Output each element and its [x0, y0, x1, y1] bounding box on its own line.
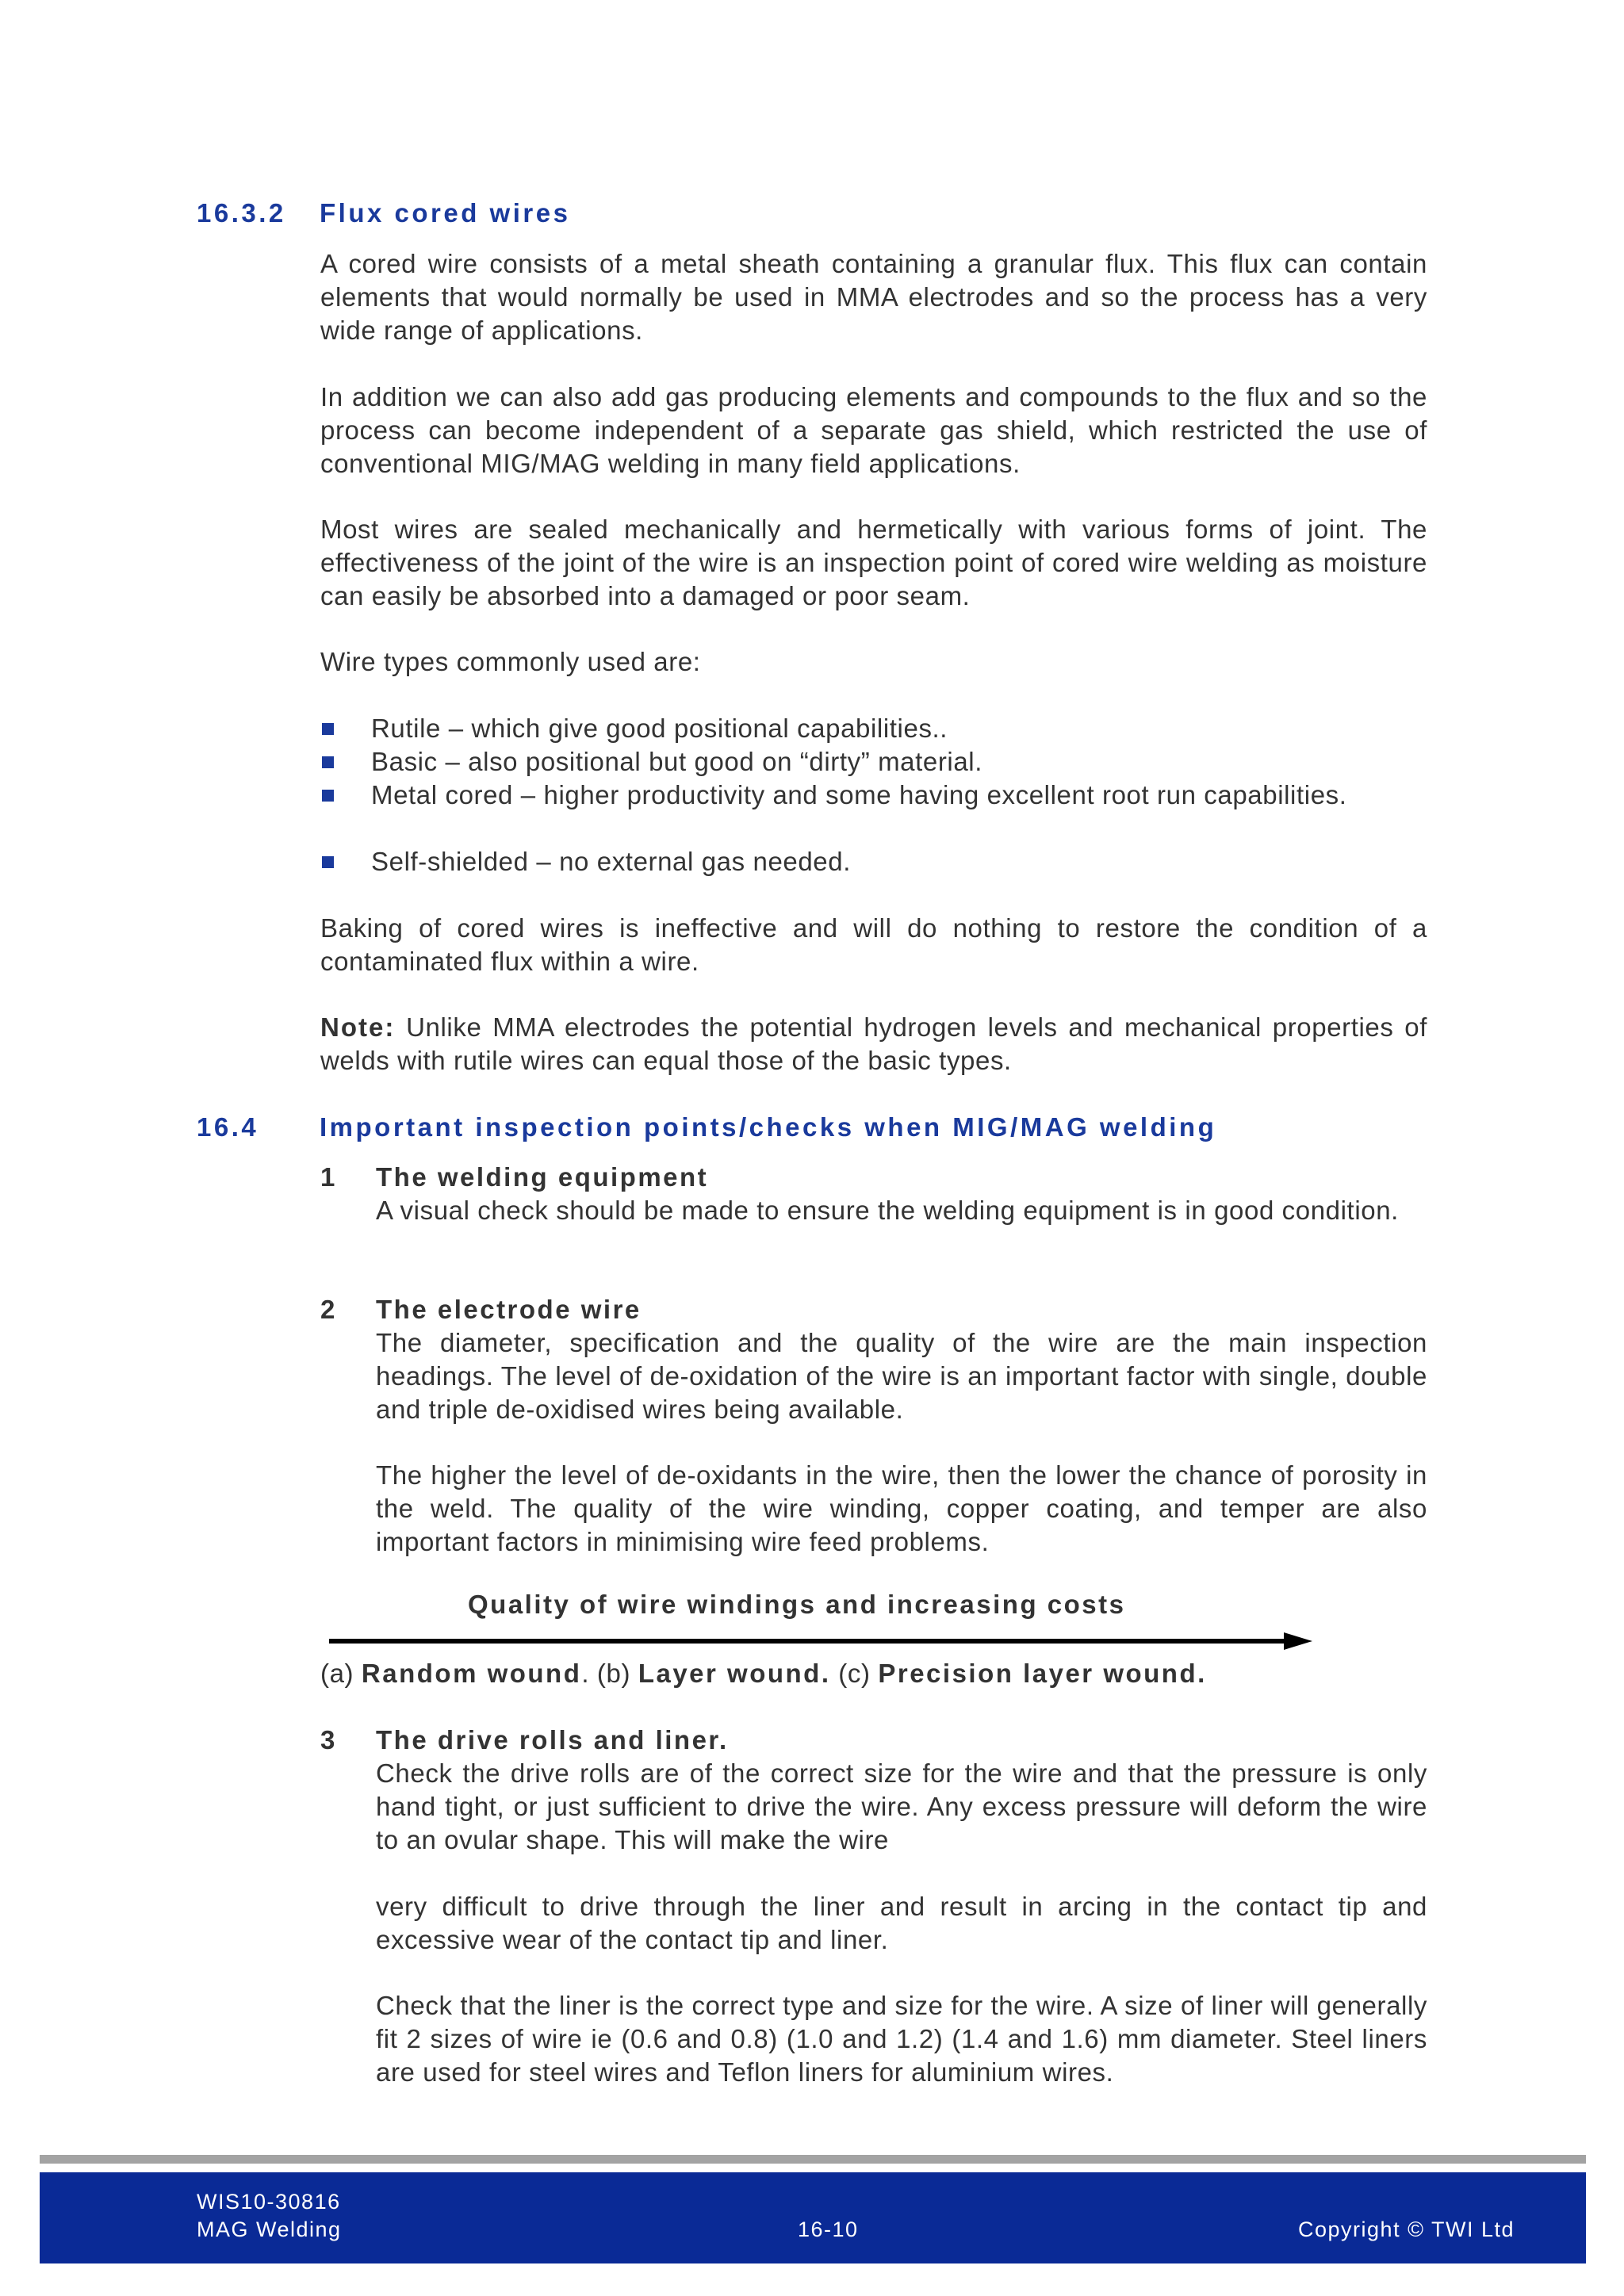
- bullet-square-icon: [322, 790, 334, 802]
- paragraph: The diameter, specification and the quality of the wire are the main inspection headings. The level of de-oxidation of the wire is an important factor with single, double and triple de-oxidised wires being available.: [376, 1328, 1427, 1424]
- section-title: Flux cored wires: [320, 198, 571, 228]
- wound-label-b: . (b): [581, 1659, 638, 1688]
- page-footer: [40, 2172, 1586, 2263]
- list-item-text: Basic – also positional but good on “dirty” material.: [371, 747, 983, 776]
- paragraph: In addition we can also add gas producing elements and compounds to the flux and so the process can become independent of a separate gas shield, which restricted the use of conventional MIG/MAG welding in many field applications.: [320, 382, 1427, 478]
- wound-label-a: (a): [320, 1659, 362, 1688]
- paragraph: Check the drive rolls are of the correct size for the wire and that the pressure is only hand tight, or just sufficient to drive the wire. Any excess pressure will deform the wire to an ovular shape. This will make the wire: [376, 1758, 1427, 1854]
- paragraph: The higher the level of de-oxidants in the wire, then the lower the chance of porosity in the weld. The quality of the wire winding, copper coating, and temper are also important factors in minimising wire feed problems.: [376, 1460, 1427, 1556]
- paragraph: very difficult to drive through the liner and result in arcing in the contact tip and excessive wear of the contact tip and liner.: [376, 1892, 1427, 1954]
- footer-divider: [40, 2155, 1586, 2164]
- increasing-arrow-icon: [329, 1632, 1312, 1651]
- note-text: Unlike MMA electrodes the potential hydrogen levels and mechanical properties of welds with rutile wires can equal those of the basic types.: [320, 1012, 1427, 1075]
- arrow-caption: Quality of wire windings and increasing costs: [468, 1590, 1126, 1619]
- footer-page-number: 16-10: [798, 2218, 859, 2241]
- wound-layer: Layer wound.: [638, 1659, 831, 1688]
- item-title: The drive rolls and liner.: [376, 1725, 729, 1755]
- paragraph: A cored wire consists of a metal sheath containing a granular flux. This flux can contain elements that would normally be used in MMA electrodes and so the process has a very wide range of applications.: [320, 249, 1427, 345]
- paragraph: Most wires are sealed mechanically and hermetically with various forms of joint. The effectiveness of the joint of the wire is an inspection point of cored wire welding as moisture can easily be absorbed into a damaged or poor seam.: [320, 515, 1427, 610]
- footer-copyright: Copyright © TWI Ltd: [1298, 2218, 1515, 2241]
- section-title: Important inspection points/checks when MIG/MAG welding: [320, 1112, 1217, 1142]
- item-title: The welding equipment: [376, 1162, 709, 1192]
- footer-doc-id: WIS10-30816: [197, 2190, 341, 2214]
- section-number: 16.3.2: [197, 198, 286, 228]
- list-item-text: Rutile – which give good positional capabilities..: [371, 714, 948, 743]
- item-number: 1: [320, 1162, 337, 1192]
- paragraph: Baking of cored wires is ineffective and will do nothing to restore the condition of a contaminated flux within a wire.: [320, 913, 1427, 976]
- item-number: 2: [320, 1295, 337, 1324]
- list-item-text: Metal cored – higher productivity and some having excellent root run capabilities.: [371, 780, 1347, 809]
- bullet-square-icon: [322, 856, 334, 868]
- list-item-text: Self-shielded – no external gas needed.: [371, 847, 851, 876]
- item-number: 3: [320, 1725, 337, 1755]
- paragraph: Wire types commonly used are:: [320, 647, 701, 676]
- wound-precision: Precision layer wound.: [878, 1659, 1207, 1688]
- bullet-square-icon: [322, 756, 334, 768]
- paragraph: Check that the liner is the correct type and size for the wire. A size of liner will generally fit 2 sizes of wire ie (0.6 and 0.8) (1.0 and 1.2) (1.4 and 1.6) mm diameter. Steel liners are used for steel wires and Teflon liners for aluminium wires.: [376, 1991, 1427, 2087]
- item-title: The electrode wire: [376, 1295, 642, 1324]
- bullet-square-icon: [322, 723, 334, 735]
- wound-random: Random wound: [361, 1659, 582, 1688]
- paragraph: A visual check should be made to ensure the welding equipment is in good condition.: [376, 1196, 1399, 1225]
- footer-title: MAG Welding: [197, 2218, 342, 2241]
- wound-types-line: [320, 1657, 1207, 1690]
- note-paragraph: [320, 1011, 1427, 1077]
- note-label: Note:: [320, 1012, 396, 1042]
- section-number: 16.4: [197, 1112, 259, 1142]
- wound-label-c: (c): [830, 1659, 879, 1688]
